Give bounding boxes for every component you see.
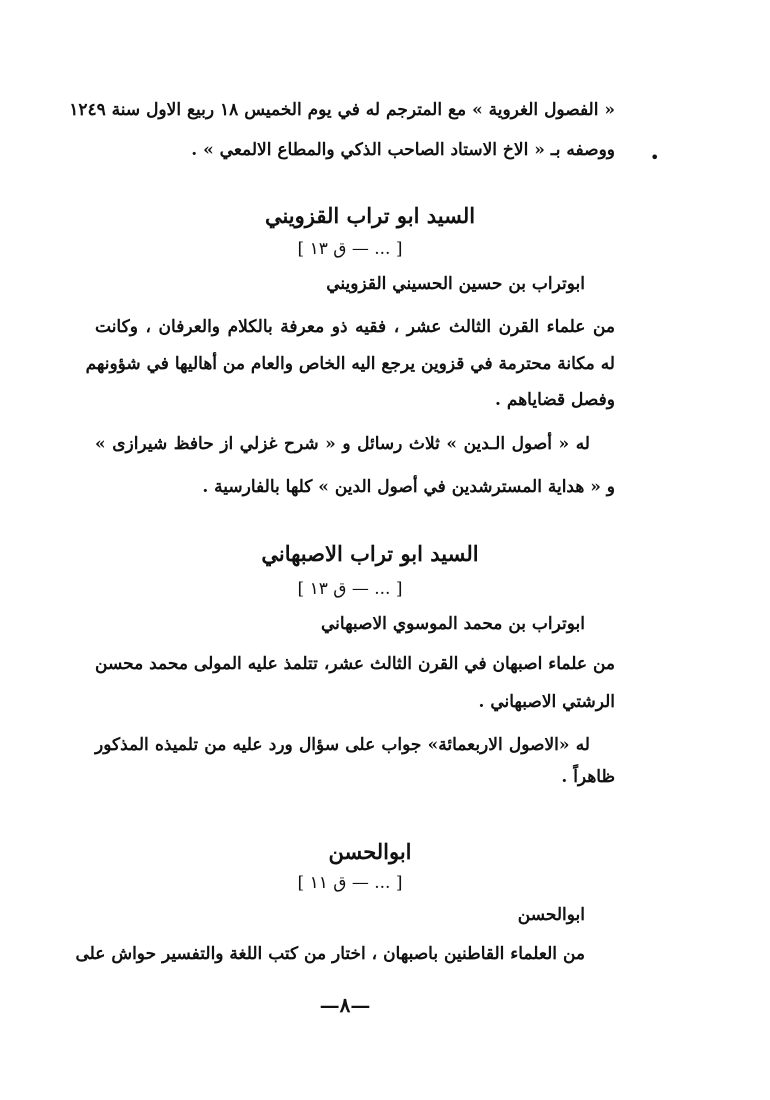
margin-dot: • — [650, 148, 660, 167]
entry-1-line-4: له « أصول الـدين » ثلاث رسائل و « شرح غزلي از حافظ شيرازى » — [95, 434, 590, 454]
intro-line-2: ووصفه بـ « الاخ الاستاد الصاحب الذكي والمطاع الالمعي » . — [191, 140, 615, 160]
entry-1-name: ابوتراب بن حسين الحسيني القزويني — [326, 274, 585, 294]
entry-2-line-2: الرشتي الاصبهاني . — [478, 692, 615, 712]
entry-3-name: ابوالحسن — [517, 905, 585, 925]
entry-2-line-1: من علماء اصبهان في القرن الثالث عشر، تتلمذ عليه المولى محمد محسن — [95, 654, 615, 674]
entry-1-dates: [ ... — ق ١٣ ] — [297, 239, 403, 259]
entry-3-dates: [ ... — ق ١١ ] — [297, 873, 403, 893]
entry-1-line-2: له مكانة محترمة في قزوين يرجع اليه الخاص والعام من أهاليها في شؤونهم — [85, 354, 615, 374]
entry-3-title: ابوالحسن — [328, 839, 412, 864]
entry-2-title: السيد ابو تراب الاصبهاني — [261, 541, 479, 566]
entry-1-line-1: من علماء القرن الثالث عشر ، فقيه ذو معرفة بالكلام والعرفان ، وكانت — [95, 317, 615, 337]
entry-2-line-3: له «الاصول الاربعمائة» جواب على سؤال ورد عليه من تلميذه المذكور — [95, 735, 590, 755]
entry-1-line-3: وفصل قضاياهم . — [495, 390, 615, 410]
entry-1-line-5: و « هداية المسترشدين في أصول الدين » كلها بالفارسية . — [202, 477, 615, 497]
page-number: —٨— — [319, 993, 371, 1017]
entry-2-dates: [ ... — ق ١٣ ] — [297, 579, 403, 599]
entry-1-title: السيد ابو تراب القزويني — [264, 203, 476, 228]
intro-line-1: « الفصول الغروية » مع المترجم له في يوم الخميس ١٨ ربيع الاول سنة ١٢٤٩ — [69, 100, 615, 120]
entry-2-name: ابوتراب بن محمد الموسوي الاصبهاني — [321, 614, 585, 634]
entry-3-line-1: من العلماء القاطنين باصبهان ، اختار من كتب اللغة والتفسير حواش على — [75, 944, 585, 964]
entry-2-line-4: ظاهراً . — [561, 767, 615, 787]
